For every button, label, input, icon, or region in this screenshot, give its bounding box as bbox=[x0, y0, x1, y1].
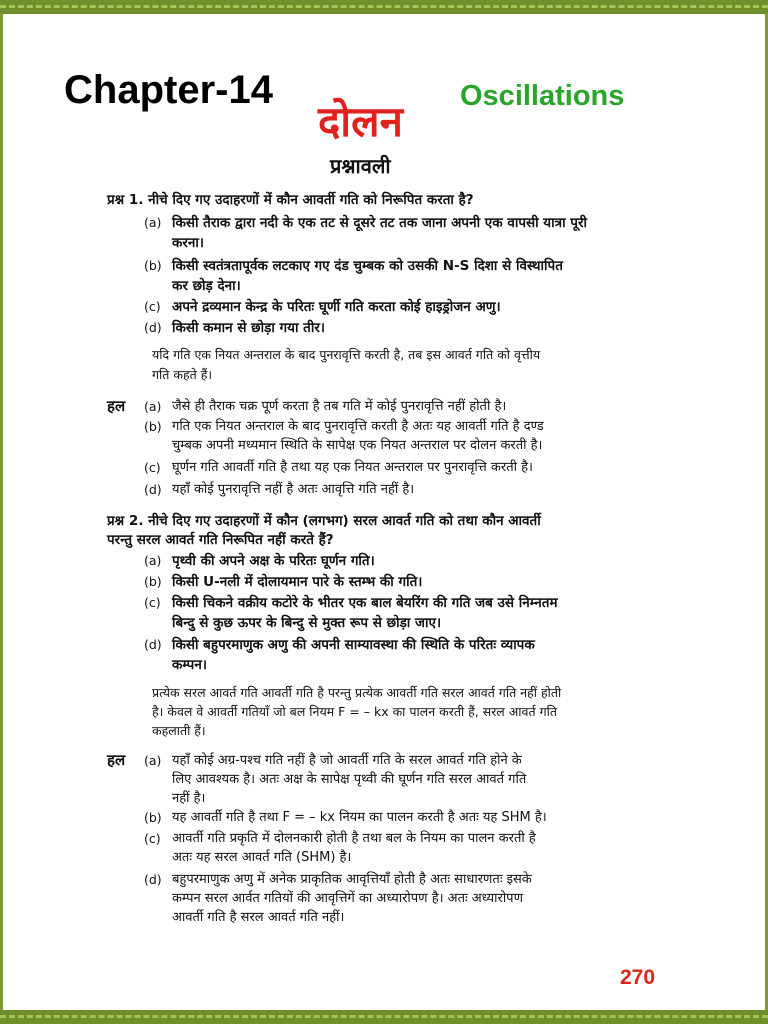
q2-note-line1: प्रत्येक सरल आवर्त गति आवर्ती गति है परन्तु प्रत्येक आवर्ती गति सरल आवर्त गति नहीं होती bbox=[152, 685, 562, 700]
q2-solution-c-label: (c) bbox=[144, 831, 161, 846]
q2-solution-a-line1: यहाँ कोई अग्र-पश्च गति नहीं है जो आवर्ती गति के सरल आवर्त गति होने के bbox=[172, 753, 522, 768]
q1-option-a-line1: किसी तैराक द्वारा नदी के एक तट से दूसरे तट तक जाना अपनी एक वापसी यात्रा पूरी bbox=[172, 215, 587, 231]
q2-option-c-label: (c) bbox=[144, 595, 161, 610]
q2-solution-d-line2: कम्पन सरल आर्वत गतियों की आवृत्तिगें का अध्यारोपण है। अतः अध्यारोपण bbox=[172, 891, 523, 906]
q2-option-a-line1: पृथ्वी की अपने अक्ष के परितः घूर्णन गति। bbox=[172, 553, 375, 569]
q1-option-d-label: (d) bbox=[144, 320, 162, 335]
q2-option-c-line1: किसी चिकने वक्रीय कटोरे के भीतर एक बाल बेयरिंग की गति जब उसे निम्नतम bbox=[172, 595, 558, 611]
exercise-subtitle: प्रश्नावली bbox=[330, 154, 391, 178]
q1-solution-c-label: (c) bbox=[144, 460, 161, 475]
q2-solution-a-label: (a) bbox=[144, 753, 162, 768]
english-title: Oscillations bbox=[460, 80, 625, 112]
q1-note-line1: यदि गति एक नियत अन्तराल के बाद पुनरावृत्ति करती है, तब इस आवर्त गति को वृत्तीय bbox=[152, 347, 541, 362]
q2-solution-b-line1: यह आवर्ती गति है तथा F = – kx नियम का पालन करती है अतः यह SHM है। bbox=[172, 810, 547, 825]
q1-solution-b-line1: गति एक नियत अन्तराल के बाद पुनरावृत्ति करती है अतः यह आवर्ती गति है दण्ड bbox=[172, 419, 544, 434]
q1-solution-c-line1: घूर्णन गति आवर्ती गति है तथा यह एक नियत अन्तराल पर पुनरावृत्ति करती है। bbox=[172, 460, 533, 475]
q1-solution-b-line2: चुम्बक अपनी मध्यमान स्थिति के सापेक्ष एक नियत अन्तराल पर दोलन करती है। bbox=[172, 438, 543, 453]
q2-option-d-label: (d) bbox=[144, 637, 162, 652]
q2-solution-c-line2: अतः यह सरल आवर्त गति (SHM) है। bbox=[172, 850, 352, 865]
q1-option-b-line1: किसी स्वतंत्रतापूर्वक लटकाए गए दंड चुम्बक को उसकी N-S दिशा से विस्थापित bbox=[172, 258, 563, 274]
q2-solution-d-line1: बहुपरमाणुक अणु में अनेक प्राकृतिक आवृत्तियाँ होती है अतः साधारणतः इसके bbox=[172, 872, 532, 887]
q1-option-d-line1: किसी कमान से छोड़ा गया तीर। bbox=[172, 320, 325, 336]
q2-note-line3: कहलाती हैं। bbox=[152, 723, 206, 738]
q2-solution-c-line1: आवर्ती गति प्रकृति में दोलनकारी होती है तथा बल के नियम का पालन करती है bbox=[172, 831, 536, 846]
page-number: 270 bbox=[620, 966, 656, 989]
q1-option-c-line1: अपने द्रव्यमान केन्द्र के परितः घूर्णी गति करता कोई हाइड्रोजन अणु। bbox=[172, 299, 501, 315]
q1-solution-label: हल bbox=[107, 397, 126, 415]
q1-option-c-label: (c) bbox=[144, 299, 161, 314]
q2-solution-b-label: (b) bbox=[144, 810, 162, 825]
q2-solution-a-line3: नहीं है। bbox=[172, 791, 206, 806]
hindi-title: दोलन bbox=[318, 97, 403, 146]
q1-solution-a-line1: जैसे ही तैराक चक्र पूर्ण करता है तब गति में कोई पुनरावृत्ति नहीं होती है। bbox=[172, 399, 507, 414]
chapter-heading: Chapter-14 bbox=[64, 68, 273, 112]
q2-option-b-label: (b) bbox=[144, 574, 162, 589]
q1-option-b-label: (b) bbox=[144, 258, 162, 273]
q1-solution-a-label: (a) bbox=[144, 399, 162, 414]
q2-heading-line2: परन्तु सरल आवर्त गति निरूपित नहीं करते हैं? bbox=[107, 532, 334, 548]
q2-option-a-label: (a) bbox=[144, 553, 162, 568]
q2-solution-d-label: (d) bbox=[144, 872, 162, 887]
q1-heading: प्रश्न 1. नीचे दिए गए उदाहरणों में कौन आवर्ती गति को निरूपित करता है? bbox=[107, 192, 474, 208]
q1-option-b-line2: कर छोड़ देना। bbox=[172, 278, 241, 294]
q1-note-line2: गति कहते हैं। bbox=[152, 367, 213, 382]
q1-solution-d-line1: यहाँ कोई पुनरावृत्ति नहीं है अतः आवृत्ति गति नहीं है। bbox=[172, 482, 415, 497]
q2-option-d-line2: कम्पन। bbox=[172, 657, 207, 673]
q2-heading-line1: प्रश्न 2. नीचे दिए गए उदाहरणों में कौन (लगभग) सरल आवर्त गति को तथा कौन आवर्ती bbox=[107, 513, 541, 529]
q2-solution-d-line3: आवर्ती गति है सरल आवर्त गति नहीं। bbox=[172, 910, 345, 925]
q2-option-c-line2: बिन्दु से कुछ ऊपर के बिन्दु से मुक्त रूप से छोड़ा जाए। bbox=[172, 615, 442, 631]
q2-option-b-line1: किसी U-नली में दोलायमान पारे के स्तम्भ की गति। bbox=[172, 574, 423, 590]
q1-option-a-label: (a) bbox=[144, 215, 162, 230]
q2-solution-label: हल bbox=[107, 751, 126, 769]
q2-note-line2: है। केवल वे आवर्ती गतियाँ जो बल नियम F = – kx का पालन करती हैं, सरल आवर्त गति bbox=[152, 704, 557, 719]
q1-solution-d-label: (d) bbox=[144, 482, 162, 497]
q2-solution-a-line2: लिए आवश्यक है। अतः अक्ष के सापेक्ष पृथ्वी की घूर्णन गति सरल आवर्त गति bbox=[172, 772, 527, 787]
q1-solution-b-label: (b) bbox=[144, 419, 162, 434]
q1-option-a-line2: करना। bbox=[172, 235, 204, 251]
q2-option-d-line1: किसी बहुपरमाणुक अणु की अपनी साम्यावस्था की स्थिति के परितः व्यापक bbox=[172, 637, 535, 653]
